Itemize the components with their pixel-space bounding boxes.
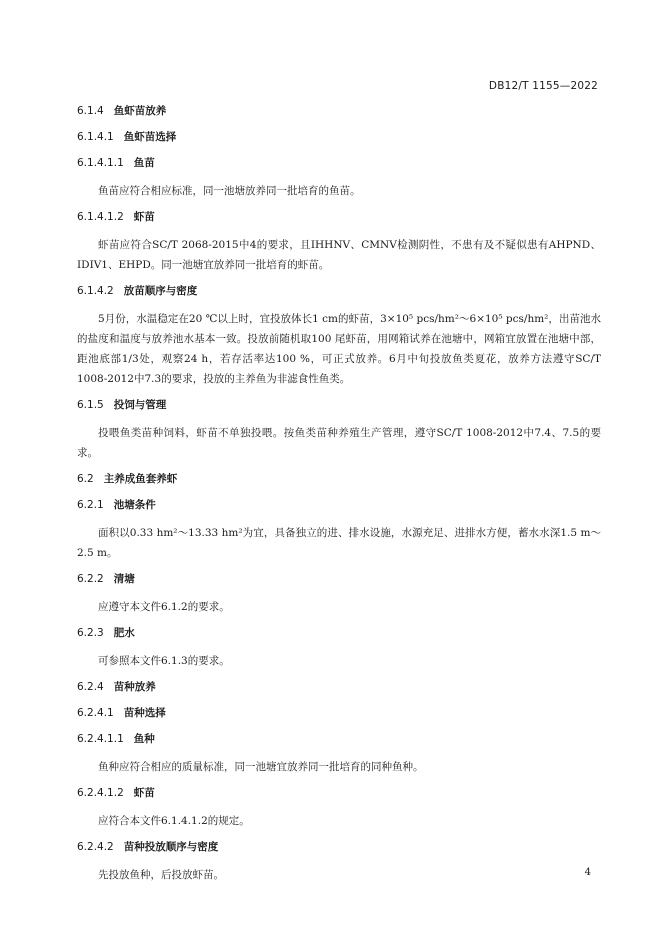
section-title: 放苗顺序与密度	[123, 285, 198, 297]
section-number: 6.1.5	[77, 399, 104, 411]
section-title: 肥水	[113, 627, 135, 639]
document-code: DB12/T 1155—2022	[488, 80, 598, 92]
section-title: 鱼虾苗放养	[113, 105, 167, 117]
section-heading	[77, 626, 601, 641]
section-heading	[77, 786, 601, 801]
section-number: 6.2.4.1.2	[77, 787, 124, 799]
paragraph: 投喂鱼类苗种饲料，虾苗不单独投喂。按鱼类苗种养殖生产管理，遵守SC/T 1008-2012中7.4、7.5的要求。	[77, 427, 601, 459]
paragraph: 虾苗应符合SC/T 2068-2015中4的要求，且IHHNV、CMNV检测阴性，不患有及不疑似患有AHPND、IDIV1、EHPD。同一池塘宜放养同一批培育的虾苗。	[77, 239, 601, 271]
section-heading	[77, 572, 601, 587]
section-number: 6.2.4.1	[77, 707, 114, 719]
paragraph: 鱼苗应符合相应标准，同一池塘放养同一批培育的鱼苗。	[98, 185, 361, 197]
section-title: 清塘	[113, 573, 135, 585]
section-heading	[77, 498, 601, 513]
section-title: 鱼苗	[133, 157, 155, 169]
section-number: 6.2.2	[77, 573, 104, 585]
section-title: 苗种选择	[123, 707, 166, 719]
section-heading	[77, 398, 601, 413]
page-number: 4	[584, 867, 591, 878]
section-heading	[77, 840, 601, 855]
section-title: 鱼种	[133, 733, 155, 745]
paragraph: 应遵守本文件6.1.2的要求。	[98, 601, 230, 613]
section-number: 6.2.3	[77, 627, 104, 639]
section-number: 6.1.4.1	[77, 131, 114, 143]
section-heading	[77, 706, 601, 721]
section-number: 6.1.4.2	[77, 285, 114, 297]
paragraph: 5月份，水温稳定在20 ℃以上时，宜投放体长1 cm的虾苗，3×10⁵ pcs/hm²～6×10⁵ pcs/hm²，出苗池水的盐度和温度与放养池水基本一致。投放前随机取100 尾虾苗，用网箱试养在池塘中，网箱宜放置在池塘中部，距池底部1/3处，观察24 h，若存活率达100 %，可正式放养。6月中旬投放鱼类夏花，放养方法遵守SC/T 1008-2012中7.3的要求，投放的主养鱼为非滤食性鱼类。	[77, 313, 601, 385]
section-heading	[77, 130, 601, 145]
section-title: 鱼虾苗选择	[123, 131, 177, 143]
section-heading	[77, 680, 601, 695]
section-title: 苗种放养	[113, 681, 156, 693]
section-number: 6.2.4.1.1	[77, 733, 124, 745]
section-heading	[77, 104, 601, 119]
section-heading	[77, 284, 601, 299]
section-number: 6.1.4.1.1	[77, 157, 124, 169]
section-title: 苗种投放顺序与密度	[123, 841, 219, 853]
paragraph: 鱼种应符合相应的质量标准，同一池塘宜放养同一批培育的同种鱼种。	[98, 761, 424, 773]
section-title: 虾苗	[133, 211, 155, 223]
section-number: 6.2.1	[77, 499, 104, 511]
paragraph: 应符合本文件6.1.4.1.2的规定。	[98, 815, 250, 827]
section-title: 虾苗	[133, 787, 155, 799]
section-heading	[77, 732, 601, 747]
section-number: 6.2.4.2	[77, 841, 114, 853]
section-number: 6.1.4	[77, 105, 104, 117]
section-title: 主养成鱼套养虾	[103, 473, 178, 485]
section-title: 投饲与管理	[113, 399, 167, 411]
section-number: 6.2	[77, 473, 94, 485]
section-number: 6.1.4.1.2	[77, 211, 124, 223]
paragraph: 面积以0.33 hm²～13.33 hm²为宜，具备独立的进、排水设施，水源充足、进排水方便，蓄水水深1.5 m～2.5 m。	[77, 527, 601, 559]
section-number: 6.2.4	[77, 681, 104, 693]
document-body	[77, 104, 601, 885]
paragraph: 可参照本文件6.1.3的要求。	[98, 655, 230, 667]
section-heading	[77, 210, 601, 225]
section-title: 池塘条件	[113, 499, 156, 511]
section-heading	[77, 472, 601, 487]
paragraph: 先投放鱼种，后投放虾苗。	[98, 869, 224, 881]
section-heading	[77, 156, 601, 171]
